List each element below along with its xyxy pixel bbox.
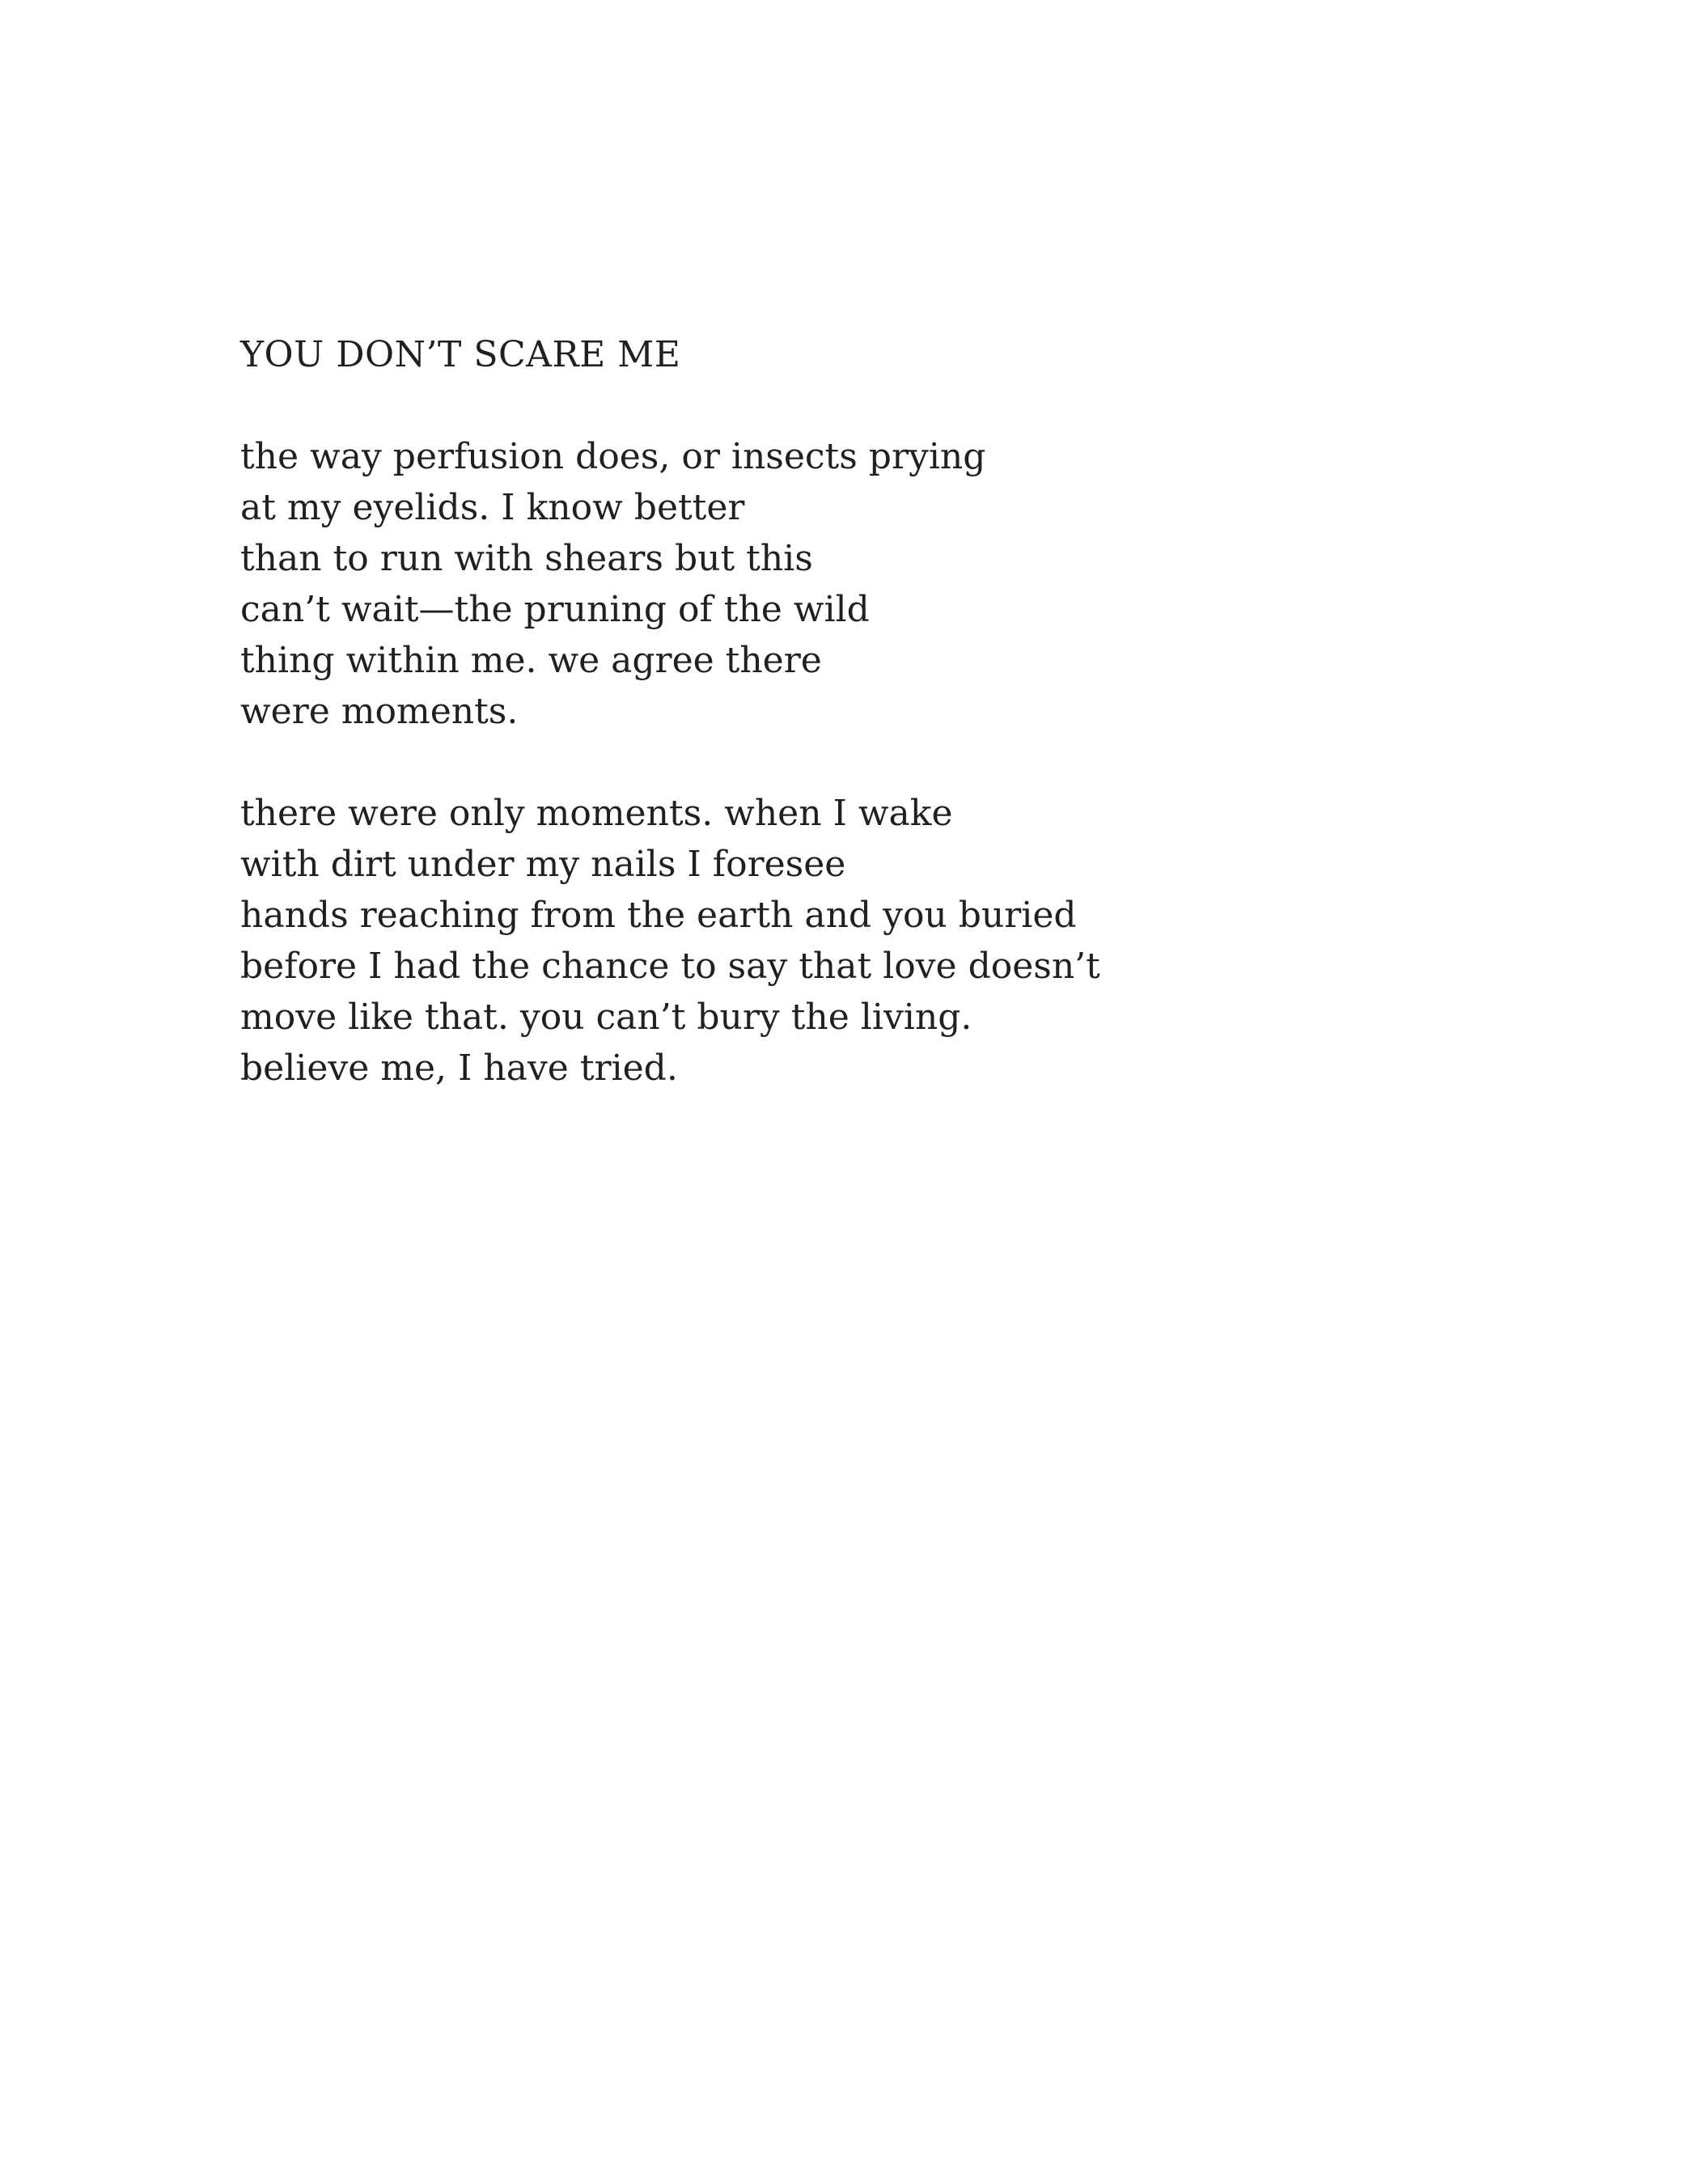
poem-line: there were only moments. when I wake: [240, 793, 953, 834]
poem: [240, 329, 1454, 1094]
stanza-1: [240, 431, 1454, 737]
poem-title: YOU DON’T SCARE ME: [240, 334, 681, 375]
poem-line: with dirt under my nails I foresee: [240, 844, 846, 885]
poem-line: at my eyelids. I know better: [240, 487, 745, 528]
poem-line: were moments.: [240, 691, 519, 732]
poem-line: can’t wait—the pruning of the wild: [240, 589, 870, 630]
stanza-2: [240, 788, 1454, 1094]
poem-line: move like that. you can’t bury the living.: [240, 997, 972, 1038]
poem-line: hands reaching from the earth and you buried: [240, 895, 1077, 936]
poem-line: believe me, I have tried.: [240, 1048, 678, 1089]
poem-line: the way perfusion does, or insects prying: [240, 436, 986, 477]
poem-line: than to run with shears but this: [240, 538, 813, 579]
poem-line: thing within me. we agree there: [240, 640, 822, 681]
poem-line: before I had the chance to say that love doesn’t: [240, 946, 1100, 987]
